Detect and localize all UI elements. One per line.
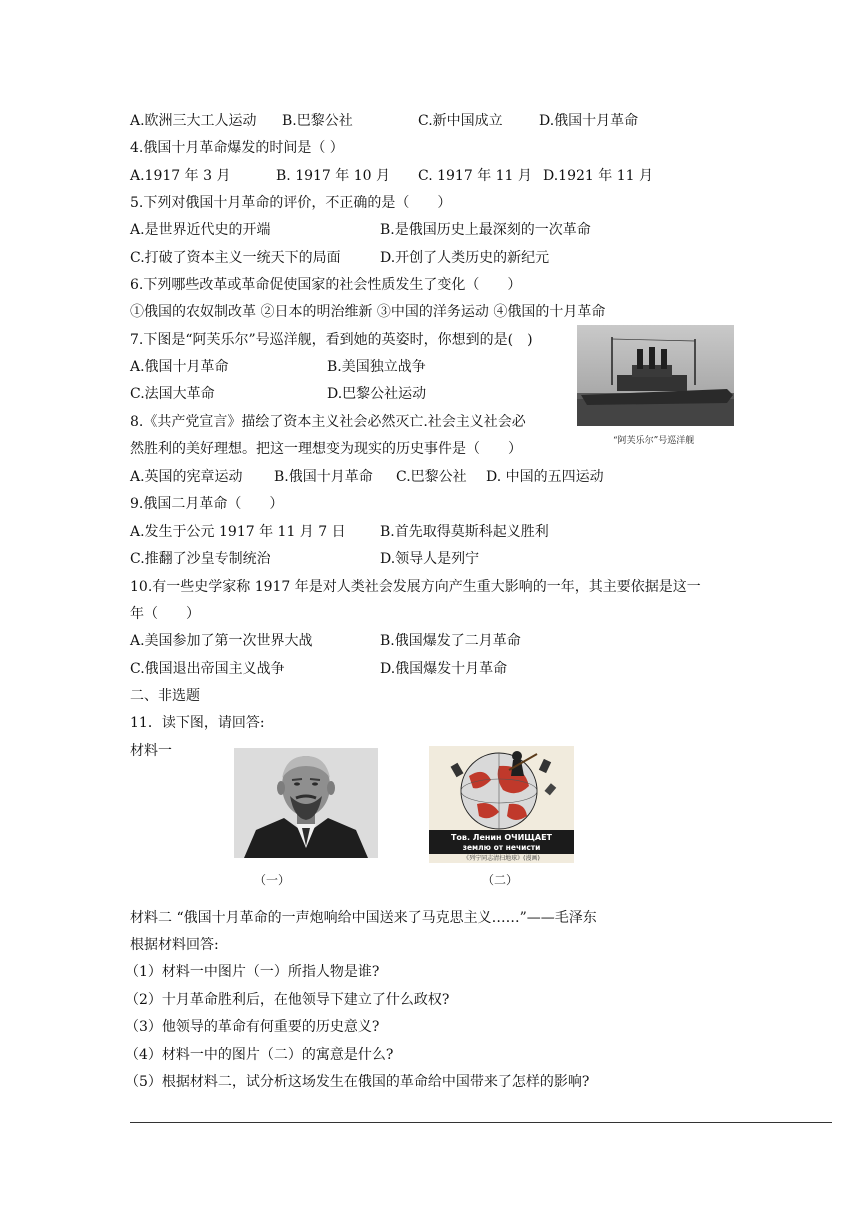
answer-prompt: 根据材料回答:: [130, 937, 219, 953]
poster-text-line2: землю от нечисти: [462, 843, 541, 852]
q4-option-c: C. 1917 年 11 月: [418, 168, 532, 184]
q10-option-c: C.俄国退出帝国主义战争: [130, 661, 285, 677]
q8-option-d: D. 中国的五四运动: [486, 469, 604, 485]
q8-option-b: B.俄国十月革命: [274, 469, 373, 485]
q9-option-d: D.领导人是列宁: [380, 551, 480, 567]
q3-option-a: A.欧洲三大工人运动: [130, 113, 257, 129]
q6-items: ①俄国的农奴制改革 ②日本的明治维新 ③中国的洋务运动 ④俄国的十月革命: [130, 304, 606, 320]
q9-stem: 9.俄国二月革命（ ）: [130, 496, 284, 512]
q11-subquestion-1: （1）材料一中图片（一）所指人物是谁?: [125, 964, 380, 980]
q3-option-c: C.新中国成立: [418, 113, 503, 129]
cruiser-photo-caption: “阿芙乐尔”号巡洋舰: [613, 436, 695, 446]
q9-option-c: C.推翻了沙皇专制统治: [130, 551, 271, 567]
q5-option-a: A.是世界近代史的开端: [130, 222, 271, 238]
q11-subquestion-4: （4）材料一中的图片（二）的寓意是什么?: [125, 1047, 394, 1063]
q10-option-d: D.俄国爆发十月革命: [380, 661, 508, 677]
q10-option-b: B.俄国爆发了二月革命: [380, 633, 521, 649]
q8-option-a: A.英国的宪章运动: [130, 469, 243, 485]
material2-quote: 材料二 “俄国十月革命的一声炮响给中国送来了马克思主义……”——毛泽东: [130, 910, 597, 926]
section-heading: 二、非选题: [130, 688, 200, 704]
cruiser-aurora-photo: [577, 325, 734, 426]
poster-text-line1: Тов. Ленин ОЧИЩАЕТ: [450, 833, 553, 842]
q8-option-c: C.巴黎公社: [396, 469, 467, 485]
q10-stem-line2: 年（ ）: [130, 606, 200, 622]
q8-stem-line1: 8.《共产党宣言》描绘了资本主义社会必然灭亡.社会主义社会必: [130, 414, 526, 430]
q4-option-a: A.1917 年 3 月: [130, 168, 231, 184]
lenin-portrait-photo: [234, 748, 378, 858]
q9-option-a: A.发生于公元 1917 年 11 月 7 日: [130, 524, 346, 540]
q4-option-d: D.1921 年 11 月: [543, 168, 653, 184]
q7-stem: 7.下图是“阿芙乐尔”号巡洋舰，看到她的英姿时，你想到的是( ): [130, 332, 533, 348]
q5-stem: 5.下列对俄国十月革命的评价，不正确的是（ ）: [130, 195, 452, 211]
footer-divider: [130, 1122, 832, 1123]
q5-option-c: C.打破了资本主义一统天下的局面: [130, 250, 341, 266]
q7-option-c: C.法国大革命: [130, 386, 215, 402]
q11-subquestion-2: （2）十月革命胜利后，在他领导下建立了什么政权?: [125, 992, 450, 1008]
lenin-cleans-earth-poster: [429, 746, 574, 863]
q10-option-a: A.美国参加了第一次世界大战: [130, 633, 313, 649]
q7-option-a: A.俄国十月革命: [130, 359, 229, 375]
poster-caption: 《列宁同志清扫地球》(漫画): [463, 855, 540, 862]
q11-subquestion-5: （5）根据材料二，试分析这场发生在俄国的革命给中国带来了怎样的影响?: [125, 1074, 590, 1090]
q11-subquestion-3: （3）他领导的革命有何重要的历史意义?: [125, 1019, 380, 1035]
q3-option-b: B.巴黎公社: [282, 113, 353, 129]
q3-option-d: D.俄国十月革命: [539, 113, 639, 129]
figure2-caption: （二）: [482, 873, 519, 887]
material1-label: 材料一: [130, 743, 172, 759]
q5-option-d: D.开创了人类历史的新纪元: [380, 250, 550, 266]
q10-stem-line1: 10.有一些史学家称 1917 年是对人类社会发展方向产生重大影响的一年，其主要依据是这一: [130, 579, 701, 595]
q7-option-d: D.巴黎公社运动: [327, 386, 427, 402]
q7-option-b: B.美国独立战争: [327, 359, 426, 375]
q8-stem-line2: 然胜利的美好理想。把这一理想变为现实的历史事件是（ ）: [130, 441, 522, 457]
q4-stem: 4.俄国十月革命爆发的时间是（ ）: [130, 140, 344, 156]
figure1-caption: （一）: [254, 873, 291, 887]
q11-stem: 11．读下图，请回答:: [130, 715, 265, 731]
q9-option-b: B.首先取得莫斯科起义胜利: [380, 524, 549, 540]
q5-option-b: B.是俄国历史上最深刻的一次革命: [380, 222, 591, 238]
q6-stem: 6.下列哪些改革或革命促使国家的社会性质发生了变化（ ）: [130, 277, 522, 293]
q4-option-b: B. 1917 年 10 月: [276, 168, 390, 184]
